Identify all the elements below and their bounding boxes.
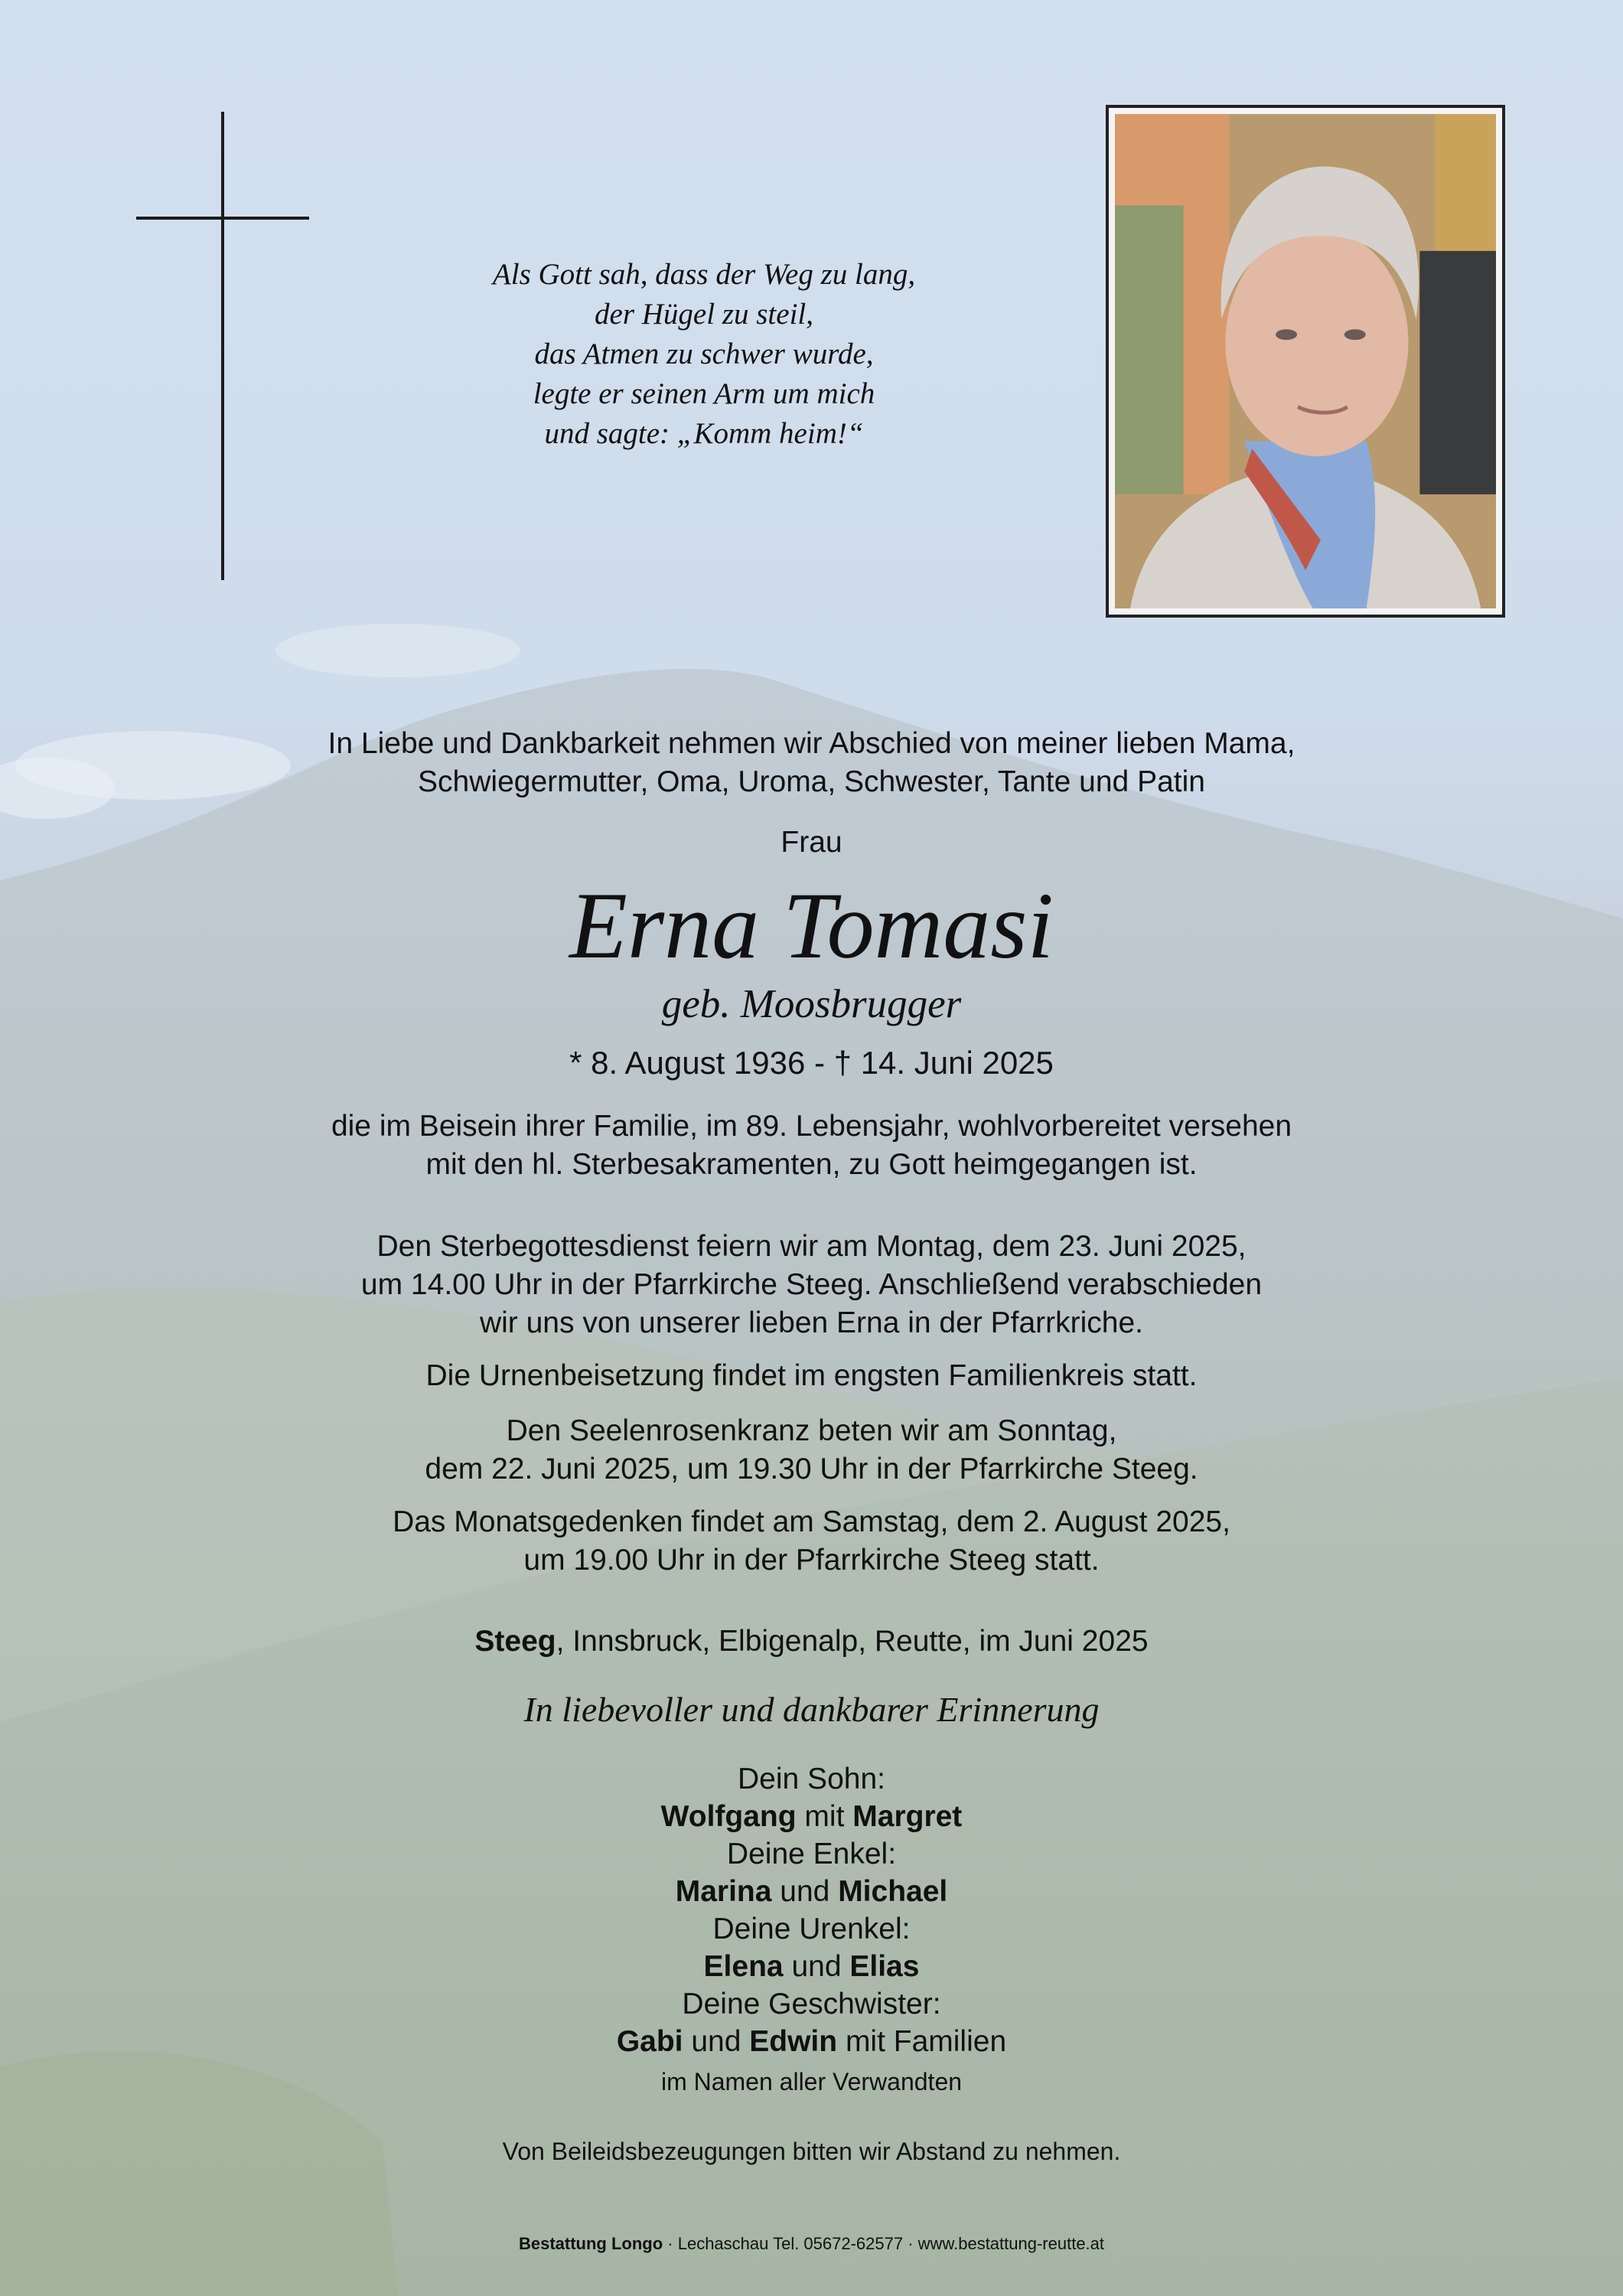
passing-line: mit den hl. Sterbesakramenten, zu Gott heimgegangen ist. — [425, 1148, 1198, 1181]
rosary-line: dem 22. Juni 2025, um 19.30 Uhr in der Pfarrkirche Steeg. — [425, 1453, 1198, 1486]
son-line — [0, 1798, 1623, 1835]
monthly-memorial-text — [0, 1503, 1623, 1580]
poem-line: legte er seinen Arm um mich — [533, 377, 875, 410]
urn-burial-text: Die Urnenbeisetzung findet im engsten Familienkreis statt. — [425, 1359, 1198, 1392]
service-line: um 14.00 Uhr in der Pfarrkirche Steeg. Anschließend verabschieden — [360, 1268, 1263, 1301]
grandchildren-line — [0, 1873, 1623, 1910]
poem-line: Als Gott sah, dass der Weg zu lang, — [492, 258, 916, 291]
great-grandchild-name: Elena — [703, 1950, 784, 1983]
grandchildren-join: und — [771, 1875, 839, 1908]
condolence-note: Von Beileidsbezeugungen bitten wir Abstand zu nehmen. — [502, 2138, 1121, 2165]
siblings-line — [0, 2023, 1623, 2060]
funeral-service-text — [0, 1228, 1623, 1342]
portrait-photo-frame — [1106, 105, 1505, 618]
salutation: Frau — [781, 826, 842, 859]
intro-line: Schwiegermutter, Oma, Uroma, Schwester, Tante und Patin — [418, 765, 1205, 798]
rosary-text — [0, 1412, 1623, 1489]
maiden-name: geb. Moosbrugger — [661, 982, 962, 1026]
son-label: Dein Sohn: — [738, 1763, 885, 1795]
cross-icon-bar — [136, 217, 309, 220]
funeral-home-details: · Lechaschau Tel. 05672-62577 · www.bestattung-reutte.at — [663, 2234, 1105, 2253]
place-bold: Steeg — [474, 1625, 556, 1658]
poem-line: der Hügel zu steil, — [595, 298, 813, 331]
funeral-home-footer — [0, 2233, 1623, 2255]
life-dates: * 8. August 1936 - † 14. Juni 2025 — [569, 1045, 1054, 1081]
grandchildren-label: Deine Enkel: — [726, 1838, 897, 1870]
great-grandchildren-label: Deine Urenkel: — [712, 1913, 911, 1945]
deceased-name: Erna Tomasi — [569, 873, 1054, 978]
funeral-home-name: Bestattung Longo — [518, 2234, 663, 2253]
son-partner: Margret — [852, 1800, 963, 1833]
intro-text — [0, 725, 1623, 801]
siblings-suffix: mit Familien — [837, 2025, 1007, 2058]
siblings-label: Deine Geschwister: — [682, 1988, 941, 2020]
places-date-line — [0, 1623, 1623, 1661]
service-line: Den Sterbegottesdienst feiern wir am Montag, dem 23. Juni 2025, — [376, 1230, 1247, 1263]
poem-line: das Atmen zu schwer wurde, — [534, 338, 874, 370]
siblings-join: und — [683, 2025, 750, 2058]
relatives-note: im Namen aller Verwandten — [660, 2068, 963, 2095]
great-grandchildren-line — [0, 1948, 1623, 1985]
monthly-line: Das Monatsgedenken findet am Samstag, dem 2. August 2025, — [393, 1505, 1230, 1538]
grandchild-name: Michael — [838, 1875, 948, 1908]
places-rest: , Innsbruck, Elbigenalp, Reutte, im Juni 2025 — [556, 1625, 1149, 1658]
great-grandchild-name: Elias — [849, 1950, 920, 1983]
remembrance-heading: In liebevoller und dankbarer Erinnerung — [523, 1690, 1100, 1729]
poem — [398, 255, 1010, 454]
portrait-photo — [1115, 114, 1496, 608]
rosary-line: Den Seelenrosenkranz beten wir am Sonntag, — [506, 1414, 1117, 1447]
great-grandchildren-join: und — [783, 1950, 850, 1983]
sibling-name: Gabi — [616, 2025, 683, 2058]
passing-line: die im Beisein ihrer Familie, im 89. Lebensjahr, wohlvorbereitet versehen — [331, 1110, 1292, 1143]
intro-line: In Liebe und Dankbarkeit nehmen wir Abschied von meiner lieben Mama, — [328, 727, 1295, 760]
son-join: mit — [796, 1800, 853, 1833]
passing-text — [0, 1107, 1623, 1184]
family-list — [0, 1760, 1623, 2060]
service-line: wir uns von unserer lieben Erna in der Pfarrkriche. — [479, 1306, 1144, 1339]
grandchild-name: Marina — [675, 1875, 772, 1908]
monthly-line: um 19.00 Uhr in der Pfarrkirche Steeg statt. — [523, 1544, 1100, 1577]
sibling-name: Edwin — [749, 2025, 838, 2058]
cross-icon — [221, 112, 224, 580]
son-name: Wolfgang — [660, 1800, 797, 1833]
poem-line: und sagte: „Komm heim!“ — [544, 417, 864, 450]
